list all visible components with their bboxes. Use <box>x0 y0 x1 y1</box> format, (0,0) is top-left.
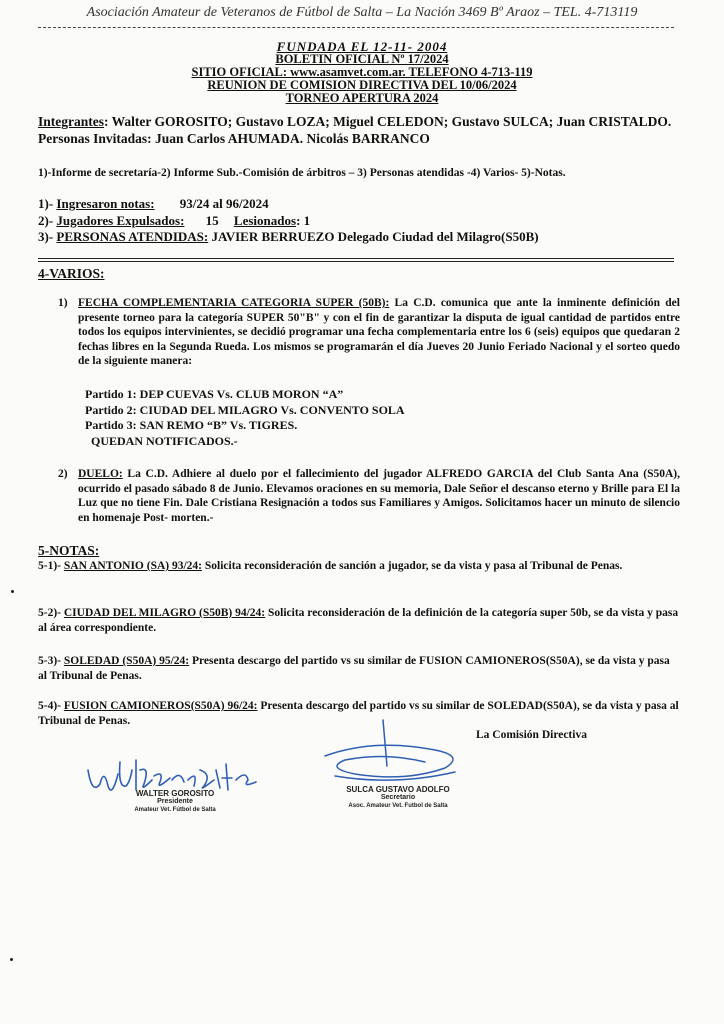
secretary-stamp: SULCA GUSTAVO ADOLFO Secretario Asoc. Amateur Vet. Futbol de Salta <box>346 785 450 809</box>
varios-paragraph-2-title: DUELO: <box>78 468 123 480</box>
varios-paragraph-2-text: La C.D. Adhiere al duelo por el fallecimiento del jugador ALFREDO GARCIA del Club Santa Ana (S50A), ocurrido el pasado sábado 8 de Junio. Elevamos oraciones en su memoria, Dale Señor el descanso eterno y Brille para El la Luz que no tiene Fin. Dale Cristiana Resignación a todos sus Familiares y Amigos. Solicitamos hacer un minuto de silencio en homenaje Post- morten.- <box>78 468 680 524</box>
section-divider <box>38 258 674 262</box>
match-draw-list <box>85 387 585 449</box>
secretary-signature <box>315 716 475 796</box>
letterhead <box>0 5 724 21</box>
scan-speck <box>11 590 14 593</box>
members-paragraph <box>38 113 678 147</box>
notas-title: 5-NOTAS: <box>38 543 100 558</box>
tournament-line: TORNEO APERTURA 2024 <box>285 91 439 105</box>
header-block <box>0 40 724 105</box>
association-name: Asociación Amateur de Veteranos de Fútbol de Salta <box>86 5 383 20</box>
president-stamp: WALTER GOROSITO Presidente Amateur Vet. Fútbol de Salta <box>134 789 216 813</box>
note-5-1: 5-1)- SAN ANTONIO (SA) 93/24: Solicita reconsideración de sanción a jugador, se da vista y pasa al Tribunal de Penas. <box>38 560 623 572</box>
note-5-2: 5-2)- CIUDAD DEL MILAGRO (S50B) 94/24: Solicita reconsideración de la definición de la categoría super 50b, se da vista y pasa al área correspondiente. <box>38 607 679 634</box>
match-line: Partido 2: CIUDAD DEL MILAGRO Vs. CONVENTO SOLA <box>85 402 405 417</box>
varios-paragraph-2: 2) DUELO: La C.D. Adhiere al duelo por el fallecimiento del jugador ALFREDO GARCIA del Club Santa Ana (S50A), ocurrido el pasado sábado 8 de Junio. Elevamos oraciones en su memoria, Dale Señor el descanso eterno y Brille para El la Luz que no tiene Fin. Dale Cristiana Resignación a todos sus Familiares y Amigos. Solicitamos hacer un minuto de silencio en homenaje Post- morten.- <box>58 468 680 524</box>
item-expelled-injured: 2)- Jugadores Expulsados: 15 Lesionados: 1 <box>38 212 311 228</box>
match-line: Partido 3: SAN REMO “B” Vs. TIGRES. <box>85 418 298 432</box>
varios-paragraph-1-title: FECHA COMPLEMENTARIA CATEGORIA SUPER (50B): <box>78 297 390 309</box>
members-text: : Walter GOROSITO; Gustavo LOZA; Miguel CELEDON; Gustavo SULCA; Juan CRISTALDO. Personas Invitadas: Juan Carlos AHUMADA. Nicolás BARRANCO <box>38 114 672 146</box>
varios-paragraph-1-text: La C.D. comunica que ante la inminente definición del presente torneo para la categoría SUPER 50"B" y con el fin de garantizar la disputa de igual cantidad de partidos entre todos los equipos intervinientes, se decidió programar una fecha complementaria entre los 6 (seis) equipos que quedaran 2 fechas libres en la Segunda Rueda. Los mismos se programarán el día Jueves 20 Junio Feriado Nacional y el sorteo quedo de la siguiente manera: <box>78 297 680 368</box>
scan-speck <box>10 958 13 961</box>
match-line: Partido 1: DEP CUEVAS Vs. CLUB MORON “A” <box>85 387 344 401</box>
item-notes-received: 1)- Ingresaron notas: 93/24 al 96/2024 <box>38 196 269 211</box>
association-address: – La Nación 3469 Bº Araoz – TEL. 4-713119 <box>385 5 638 20</box>
members-label: Integrantes <box>38 114 104 129</box>
bulletin-number: BOLETIN OFICIAL Nº 17/2024 <box>275 52 449 66</box>
note-5-3: 5-3)- SOLEDAD (S50A) 95/24: Presenta descargo del partido vs su similar de FUSION CAMIONEROS(S50A), se da vista y pasa al Tribunal de Penas. <box>38 655 670 682</box>
summary-items <box>38 196 678 246</box>
item-people-attended: 3)- PERSONAS ATENDIDAS: JAVIER BERRUEZO Delegado Ciudad del Milagro(S50B) <box>38 229 539 244</box>
meeting-line: REUNION DE COMISION DIRECTIVA DEL 10/06/2024 <box>207 78 517 92</box>
agenda-line: 1)-Informe de secretaría-2) Informe Sub.-Comisión de árbitros – 3) Personas atendidas -4) Varios- 5)-Notas. <box>38 167 566 179</box>
note-5-4: 5-4)- FUSION CAMIONEROS(S50A) 96/24: Presenta descargo del partido vs su similar de SOLEDAD(S50A), se da vista y pasa al Tribunal de Penas. <box>38 700 679 727</box>
varios-title: 4-VARIOS: <box>38 266 105 281</box>
founded-line: FUNDADA EL 12-11- 2004 <box>276 39 448 54</box>
header-divider <box>38 27 674 28</box>
closing-signature-line: La Comisión Directiva <box>476 729 587 741</box>
varios-paragraph-1: 1) FECHA COMPLEMENTARIA CATEGORIA SUPER (50B): La C.D. comunica que ante la inminente definición del presente torneo para la categoría SUPER 50"B" y con el fin de garantizar la disputa de igual cantidad de partidos entre todos los equipos intervinientes, se decidió programar una fecha complementaria entre los 6 (seis) equipos que quedaran 2 fechas libres en la Segunda Rueda. Los mismos se programarán el día Jueves 20 Junio Feriado Nacional y el sorteo quedo de la siguiente manera: <box>58 297 680 368</box>
notified-line: QUEDAN NOTIFICADOS.- <box>91 433 238 448</box>
official-site-line: SITIO OFICIAL: www.asamvet.com.ar. TELEFONO 4-713-119 <box>191 65 533 79</box>
